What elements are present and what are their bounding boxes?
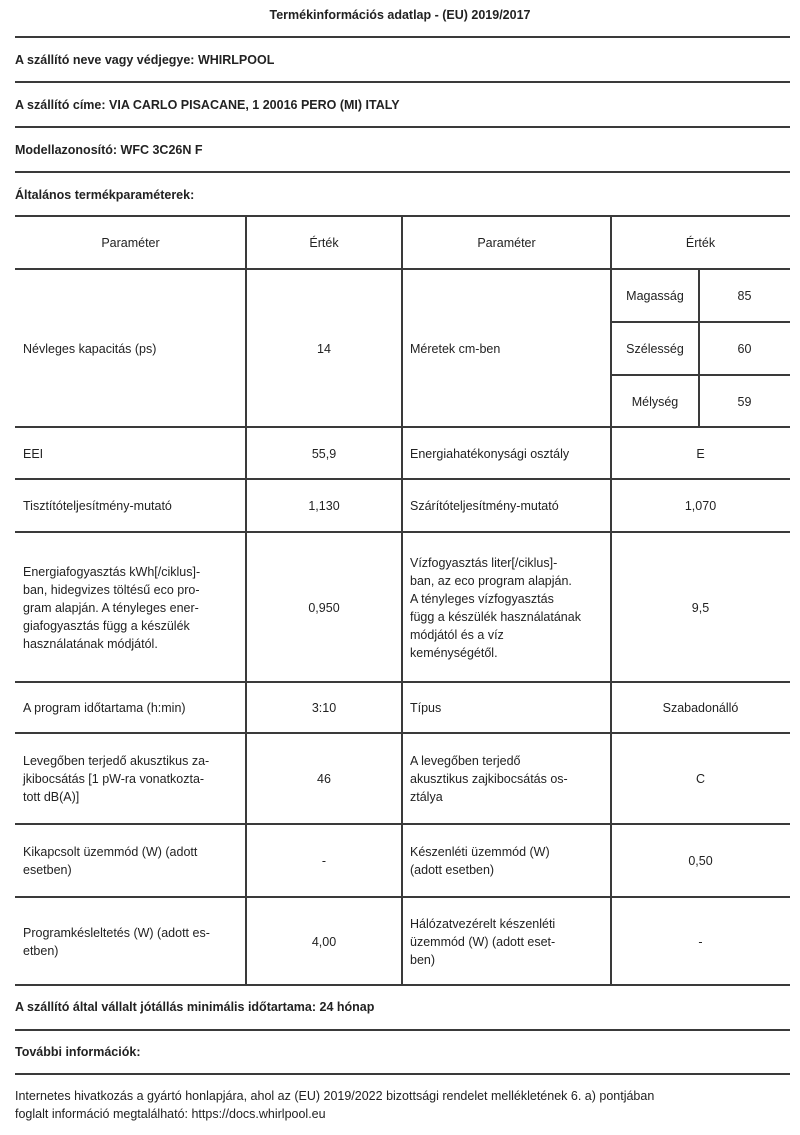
param-drying-performance: Szárítóteljesítmény-mutató	[410, 499, 559, 513]
param-standby-mode	[402, 825, 611, 897]
header-value-right: Érték	[685, 236, 716, 250]
text-line: etben)	[23, 943, 59, 958]
text-line: A levegőben terjedő	[410, 754, 521, 768]
further-info-text	[15, 1087, 785, 1123]
divider	[15, 1073, 790, 1075]
warranty-info: A szállító által vállalt jótállás minimális időtartama: 24 hónap	[15, 1000, 375, 1014]
text-line: tott dB(A)]	[23, 790, 80, 804]
value-networked-standby: -	[698, 934, 703, 949]
divider	[15, 126, 790, 128]
param-noise-class	[402, 734, 611, 824]
text-line: keménységétől.	[410, 645, 498, 660]
param-type: Típus	[410, 701, 442, 715]
value-program-duration: 3:10	[311, 701, 337, 715]
param-rated-capacity: Névleges kapacitás (ps)	[23, 341, 157, 356]
general-params-heading: Általános termékparaméterek:	[15, 188, 195, 202]
further-info-heading: További információk:	[15, 1045, 141, 1059]
text-line: üzemmód (W) (adott eset-	[410, 934, 556, 949]
text-line: Levegőben terjedő akusztikus za-	[23, 754, 210, 768]
value-off-mode: -	[321, 854, 327, 868]
dimension-value-depth: 59	[737, 394, 752, 409]
param-energy-consumption	[15, 533, 246, 682]
supplier-address: A szállító címe: VIA CARLO PISACANE, 1 20016 PERO (MI) ITALY	[15, 98, 400, 112]
value-drying-performance: 1,070	[684, 499, 717, 513]
text-line: Kikapcsolt üzemmód (W) (adott	[23, 845, 198, 859]
header-parameter-left: Paraméter	[101, 236, 160, 250]
value-water-consumption: 9,5	[691, 600, 710, 615]
value-eei: 55,9	[311, 446, 337, 461]
text-line: használatának módjától.	[23, 636, 158, 651]
dimension-value-height: 85	[737, 289, 752, 303]
text-line: függ a készülék használatának	[410, 609, 581, 624]
param-networked-standby	[402, 898, 611, 985]
header-value-left: Érték	[309, 236, 339, 250]
divider	[15, 36, 790, 38]
param-cleaning-performance: Tisztítóteljesítmény-mutató	[23, 499, 172, 513]
divider	[15, 81, 790, 83]
dimension-label-depth: Mélység	[631, 394, 679, 409]
param-program-duration: A program időtartama (h:min)	[23, 701, 186, 715]
value-noise-class: C	[695, 772, 706, 786]
text-line: Internetes hivatkozás a gyártó honlapjára, ahol az (EU) 2019/2022 bizottsági rendelet mellékletének 6. a) pontjában	[15, 1089, 655, 1103]
header-parameter-right: Paraméter	[477, 236, 536, 250]
text-line: foglalt információ megtalálható: https://docs.whirlpool.eu	[15, 1107, 326, 1121]
text-line: ban, az eco program alapján.	[410, 573, 572, 588]
text-line: ban, hidegvizes töltésű eco pro-	[23, 582, 200, 597]
supplier-name: A szállító neve vagy védjegye: WHIRLPOOL	[15, 53, 275, 67]
param-off-mode	[15, 825, 246, 897]
text-line: esetben)	[23, 863, 72, 877]
param-water-consumption	[402, 533, 611, 682]
dimension-label-height: Magasság	[626, 289, 684, 303]
value-energy-class: E	[696, 446, 705, 461]
value-noise-emission: 46	[317, 772, 331, 786]
value-energy-consumption: 0,950	[308, 600, 340, 615]
text-line: Vízfogyasztás liter[/ciklus]-	[410, 555, 558, 570]
text-line: Készenléti üzemmód (W)	[410, 845, 550, 859]
value-standby-mode: 0,50	[688, 854, 713, 868]
value-delay-start: 4,00	[311, 934, 337, 949]
text-line: (adott esetben)	[410, 863, 495, 877]
text-line: jkibocsátás [1 pW-ra vonatkozta-	[23, 772, 205, 786]
text-line: gram alapján. A tényleges ener-	[23, 600, 199, 615]
text-line: Hálózatvezérelt készenléti	[410, 916, 556, 931]
param-dimensions: Méretek cm-ben	[410, 341, 501, 356]
text-line: giafogyasztás függ a készülék	[23, 618, 190, 633]
dimension-value-width: 60	[737, 342, 752, 356]
divider	[15, 171, 790, 173]
text-line: Programkésleltetés (W) (adott es-	[23, 925, 210, 940]
document-title: Termékinformációs adatlap - (EU) 2019/2017	[269, 8, 531, 22]
text-line: akusztikus zajkibocsátás os-	[410, 772, 568, 786]
text-line: ben)	[410, 952, 436, 967]
divider	[15, 1029, 790, 1031]
dimension-label-width: Szélesség	[626, 342, 684, 356]
param-noise-emission	[15, 734, 246, 824]
param-delay-start	[15, 898, 246, 985]
param-energy-class: Energiahatékonysági osztály	[410, 446, 570, 461]
text-line: A tényleges vízfogyasztás	[410, 591, 554, 606]
text-line: módjától és a víz	[410, 627, 504, 642]
model-identifier: Modellazonosító: WFC 3C26N F	[15, 143, 203, 157]
text-line: Energiafogyasztás kWh[/ciklus]-	[23, 564, 201, 579]
value-type: Szabadonálló	[662, 701, 739, 715]
text-line: ztálya	[410, 790, 443, 804]
value-rated-capacity: 14	[317, 341, 331, 356]
param-eei: EEI	[23, 446, 44, 461]
value-cleaning-performance: 1,130	[308, 499, 340, 513]
